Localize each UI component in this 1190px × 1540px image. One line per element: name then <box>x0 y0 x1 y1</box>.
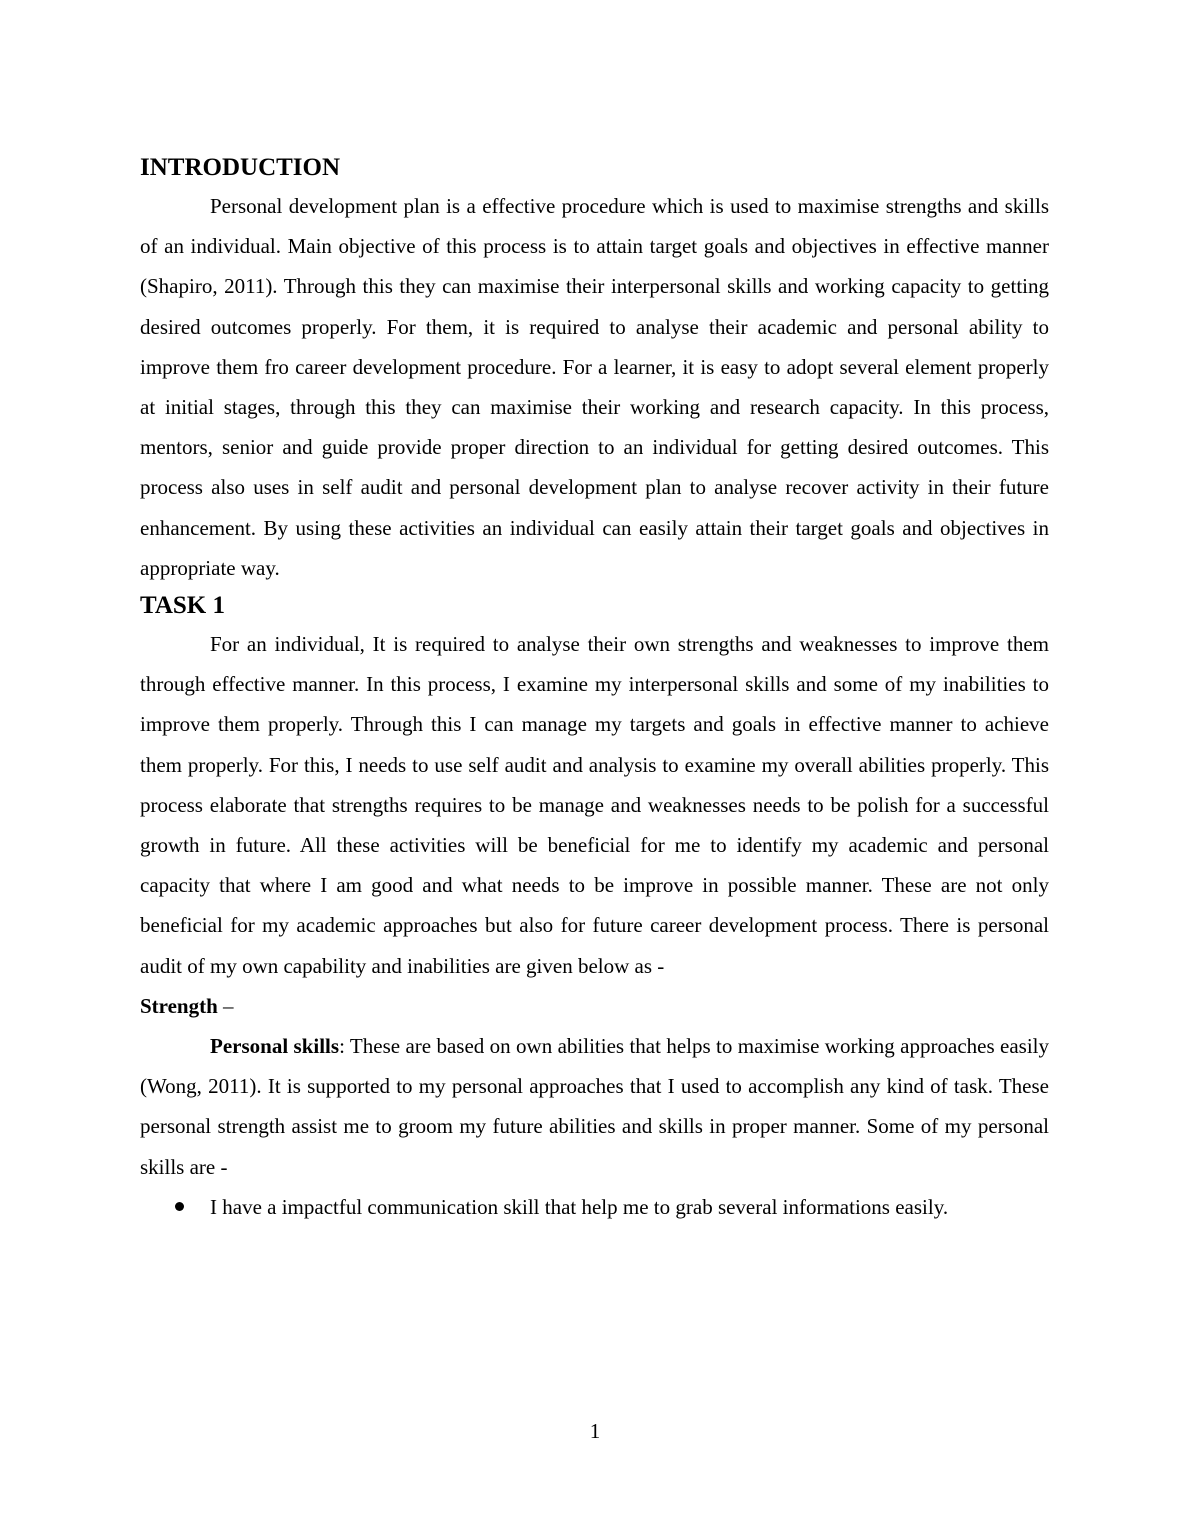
personal-skills-paragraph <box>140 1026 1049 1187</box>
list-item-text: I have a impactful communication skill that help me to grab several informations easily. <box>210 1194 949 1219</box>
personal-skills-label: Personal skills <box>210 1034 340 1059</box>
strength-label-line <box>140 986 1049 1026</box>
personal-skills-text: : These are based on own abilities that helps to maximise working approaches easily (Wong, 2011). It is supported to my personal approaches that I used to accomplish any kind of task. These personal strength assist me to groom my future abilities and skills in proper manner. Some of my personal skills are - <box>140 1034 1049 1179</box>
strength-suffix: – <box>217 993 234 1018</box>
bullet-icon <box>175 1202 184 1211</box>
task1-heading: TASK 1 <box>140 592 225 620</box>
task1-paragraph: For an individual, It is required to analyse their own strengths and weaknesses to improve them through effective manner. In this process, I examine my interpersonal skills and some of my inabilities to improve them properly. Through this I can manage my targets and goals in effective manner to achieve them properly. For this, I needs to use self audit and analysis to examine my overall abilities properly. This process elaborate that strengths requires to be manage and weaknesses needs to be polish for a successful growth in future. All these activities will be beneficial for me to identify my academic and personal capacity that where I am good and what needs to be improve in possible manner. These are not only beneficial for my academic approaches but also for future career development process. There is personal audit of my own capability and inabilities are given below as - <box>140 632 1049 978</box>
introduction-heading: INTRODUCTION <box>140 154 341 181</box>
page-content <box>140 150 1049 1227</box>
personal-skills-list <box>140 1187 1049 1227</box>
list-item <box>140 1187 1049 1227</box>
strength-label: Strength <box>140 993 218 1018</box>
introduction-paragraph: Personal development plan is a effective procedure which is used to maximise strengths and skills of an individual. Main objective of this process is to attain target goals and objectives in effective manner (Shapiro, 2011). Through this they can maximise their interpersonal skills and working capacity to getting desired outcomes properly. For them, it is required to analyse their academic and personal ability to improve them fro career development procedure. For a learner, it is easy to adopt several element properly at initial stages, through this they can maximise their working and research capacity. In this process, mentors, senior and guide provide proper direction to an individual for getting desired outcomes. This process also uses in self audit and personal development plan to analyse recover activity in their future enhancement. By using these activities an individual can easily attain their target goals and objectives in appropriate way. <box>140 194 1049 580</box>
page-number: 1 <box>589 1419 601 1443</box>
